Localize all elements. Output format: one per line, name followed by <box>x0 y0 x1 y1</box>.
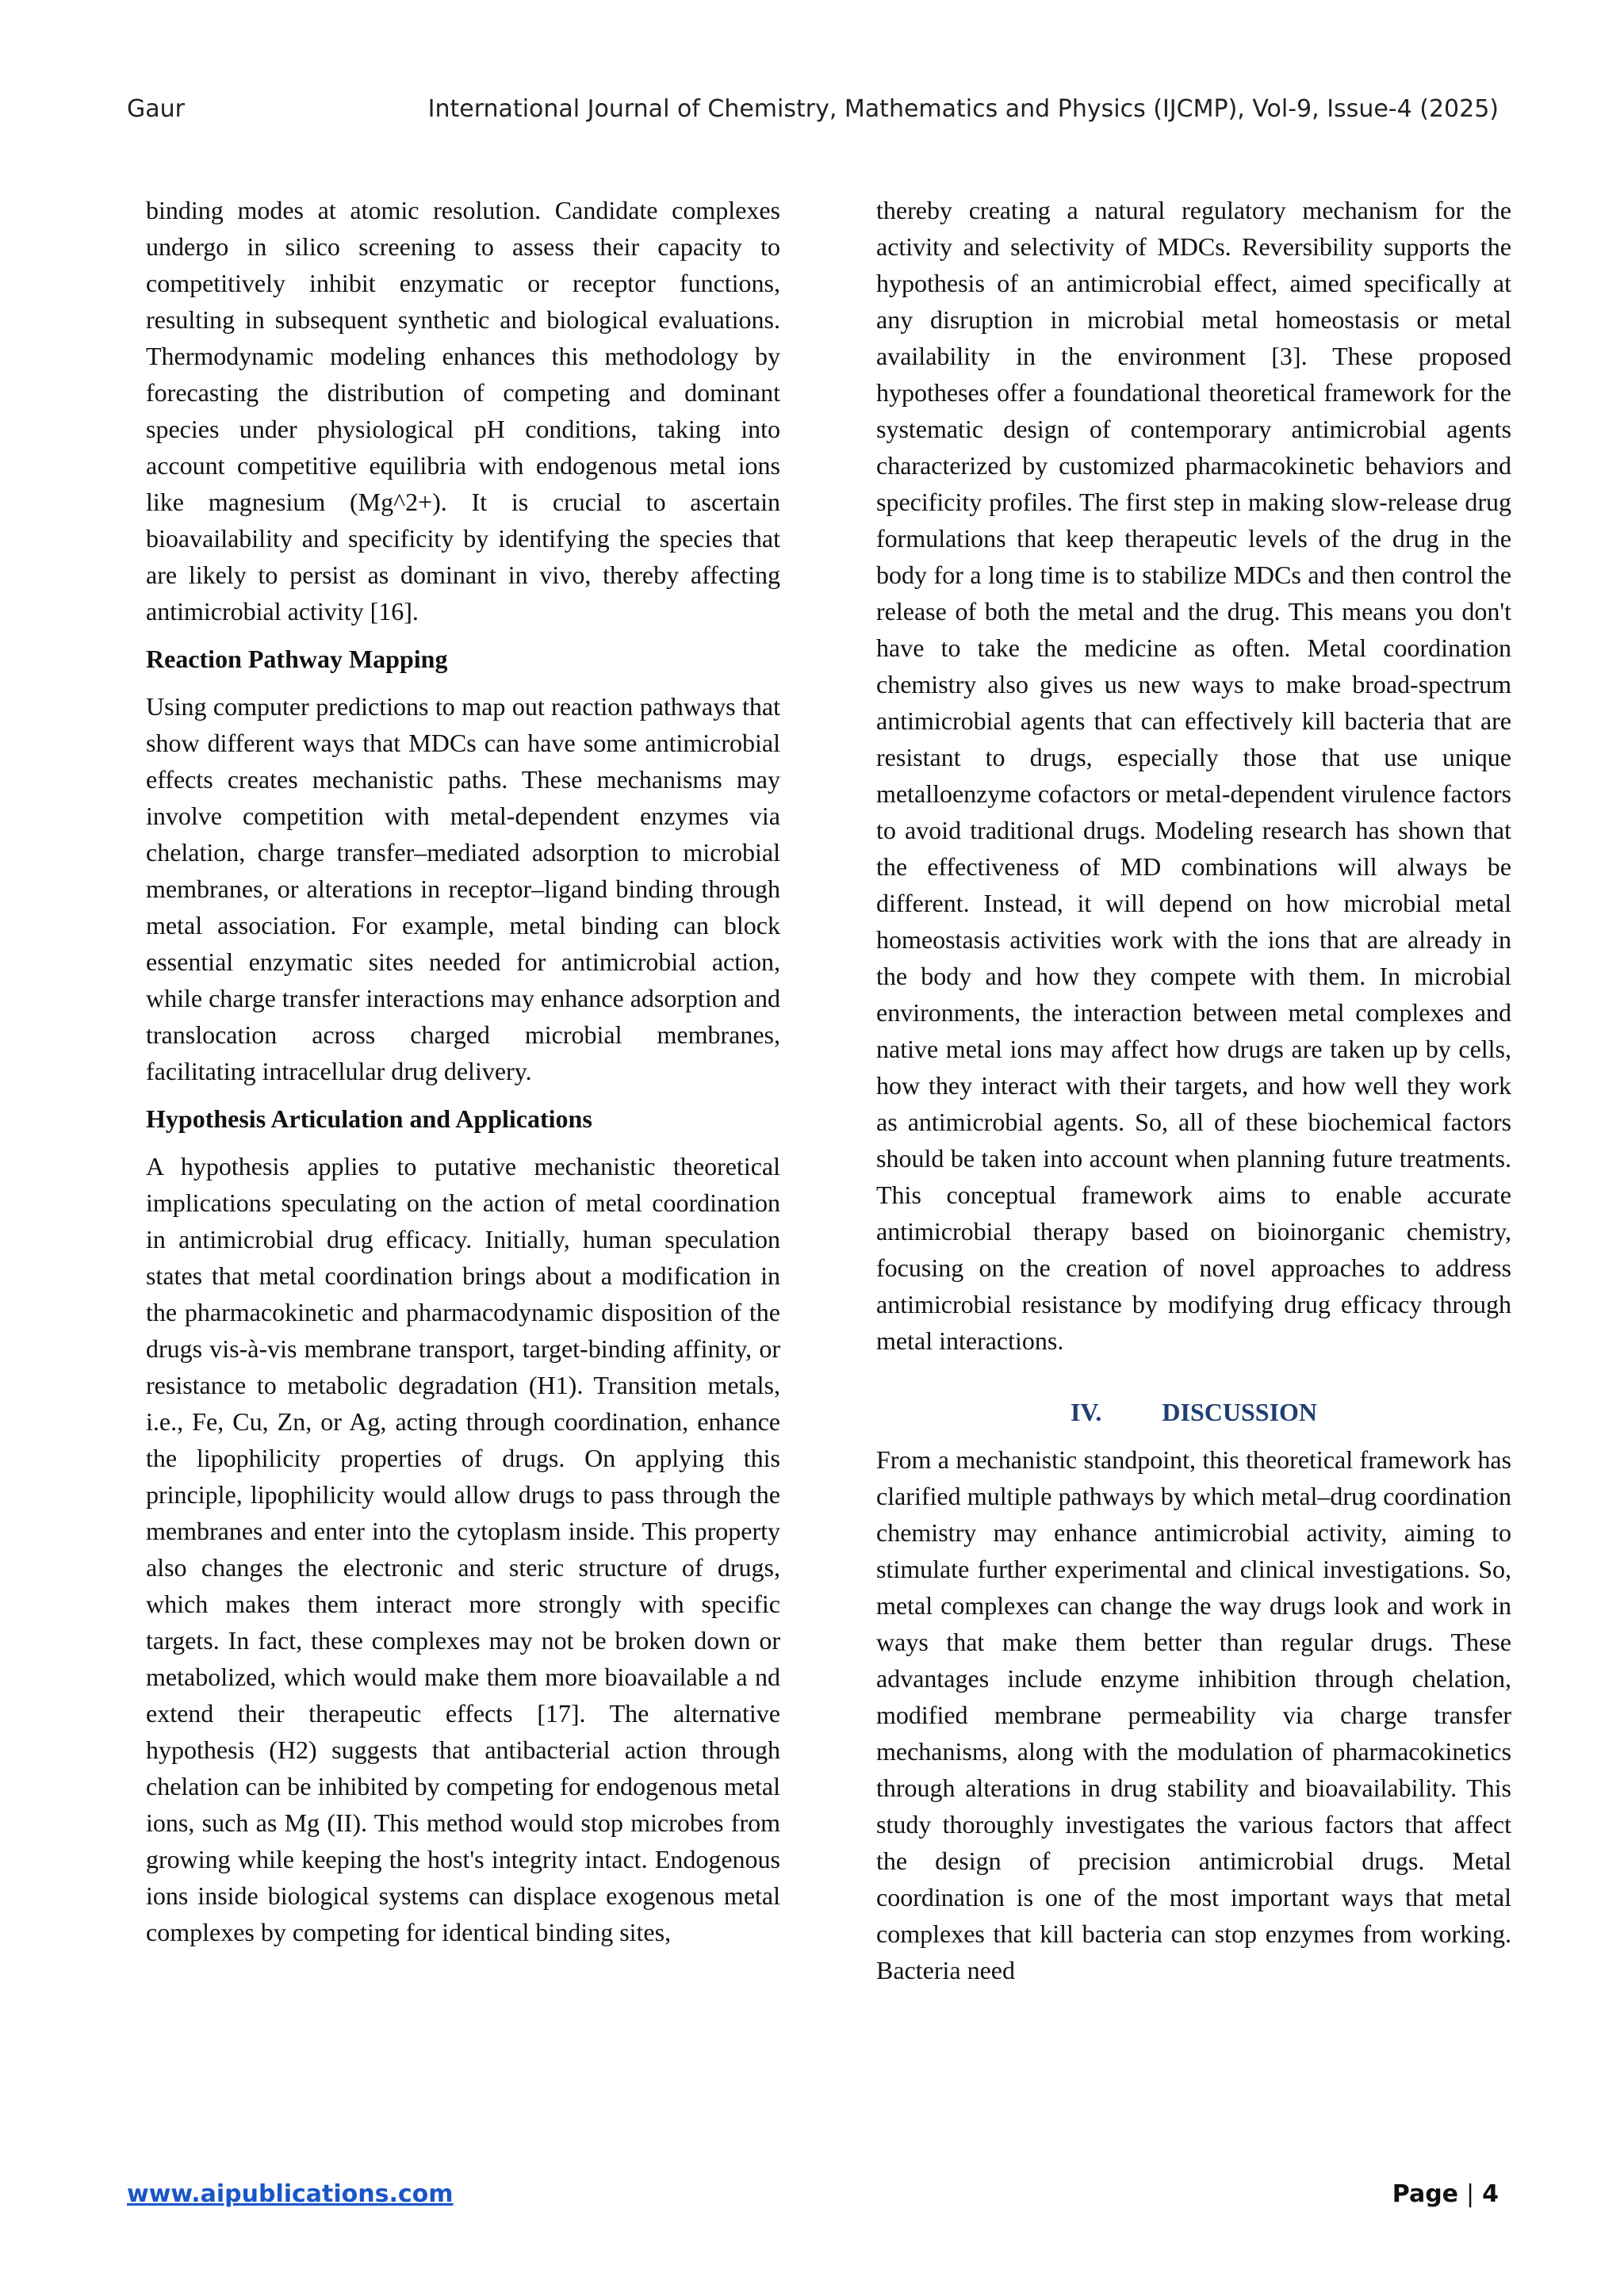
section-heading-discussion <box>876 1394 1511 1430</box>
footer-website-link[interactable]: www.aipublications.com <box>127 2180 454 2208</box>
heading-reaction-pathway-mapping: Reaction Pathway Mapping <box>146 645 448 673</box>
left-paragraph-1: binding modes at atomic resolution. Candidate complexes undergo in silico screening to assess their capacity to competitively inhibit enzymatic or receptor functions, resulting in subsequent synthetic and biological evaluations. Thermodynamic modeling enhances this methodology by forecasting the distribution of competing and dominant species under physiological pH conditions, taking into account competitive equilibria with endogenous metal ions like magnesium (Mg^2+). It is crucial to ascertain bioavailability and specificity by identifying the species that are likely to persist as dominant in vivo, thereby affecting antimicrobial activity [16]. <box>146 196 780 626</box>
left-paragraph-3: A hypothesis applies to putative mechanistic theoretical implications speculating on the action of metal coordination in antimicrobial drug efficacy. Initially, human speculation states that metal coordination brings about a modification in the pharmacokinetic and pharmacodynamic disposition of the drugs vis-à-vis membrane transport, target-binding affinity, or resistance to metabolic degradation (H1). Transition metals, i.e., Fe, Cu, Zn, or Ag, acting through coordination, enhance the lipophilicity properties of drugs. On applying this principle, lipophilicity would allow drugs to pass through the membranes and enter into the cytoplasm inside. This property also changes the electronic and steric structure of drugs, which makes them interact more strongly with specific targets. In fact, these complexes may not be broken down or metabolized, which would make them more bioavailable a nd extend their therapeutic effects [17]. The alternative hypothesis (H2) suggests that antibacterial action through chelation can be inhibited by competing for endogenous metal ions, such as Mg (II). This method would stop microbes from growing while keeping the host's integrity intact. Endogenous ions inside biological systems can displace exogenous metal complexes by competing for identical binding sites, <box>146 1152 780 1946</box>
footer-page-number: 4 <box>1482 2180 1499 2208</box>
footer-separator: | <box>1466 2180 1475 2208</box>
heading-hypothesis-articulation: Hypothesis Articulation and Applications <box>146 1104 592 1133</box>
header-journal-title: International Journal of Chemistry, Mathematics and Physics (IJCMP), Vol-9, Issue-4 (2025) <box>427 95 1499 123</box>
header-author: Gaur <box>127 95 185 123</box>
left-column <box>146 192 780 1961</box>
footer-page-label: Page <box>1392 2180 1459 2208</box>
footer-page-indicator <box>1392 2180 1499 2208</box>
right-column <box>876 192 1511 1999</box>
page-header <box>127 95 1499 135</box>
left-paragraph-2: Using computer predictions to map out reaction pathways that show different ways that MDCs can have some antimicrobial effects creates mechanistic paths. These mechanisms may involve competition with metal-dependent enzymes via chelation, charge transfer–mediated adsorption to microbial membranes, or alterations in receptor–ligand binding through metal association. For example, metal binding can block essential enzymatic sites needed for antimicrobial action, while charge transfer interactions may enhance adsorption and translocation across charged microbial membranes, facilitating intracellular drug delivery. <box>146 692 780 1085</box>
section-number: IV. <box>1070 1398 1102 1426</box>
section-title: DISCUSSION <box>1162 1398 1318 1426</box>
right-paragraph-1: thereby creating a natural regulatory mechanism for the activity and selectivity of MDCs. Reversibility supports the hypothesis of an antimicrobial effect, aimed specifically at any disruption in microbial metal homeostasis or metal availability in the environment [3]. These proposed hypotheses offer a foundational theoretical framework for the systematic design of contemporary antimicrobial agents characterized by customized pharmacokinetic behaviors and specificity profiles. The first step in making slow-release drug formulations that keep therapeutic levels of the drug in the body for a long time is to stabilize MDCs and then control the release of both the metal and the drug. This means you don't have to take the medicine as often. Metal coordination chemistry also gives us new ways to make broad-spectrum antimicrobial agents that can effectively kill bacteria that are resistant to drugs, especially those that use unique metalloenzyme cofactors or metal-dependent virulence factors to avoid traditional drugs. Modeling research has shown that the effectiveness of MD combinations will always be different. Instead, it will depend on how microbial metal homeostasis activities work with the ions that are already in the body and how they compete with them. In microbial environments, the interaction between metal complexes and native metal ions may affect how drugs are taken up by cells, how they interact with their targets, and how well they work as antimicrobial agents. So, all of these biochemical factors should be taken into account when planning future treatments. This conceptual framework aims to enable accurate antimicrobial therapy based on bioinorganic chemistry, focusing on the creation of novel approaches to address antimicrobial resistance by modifying drug efficacy through metal interactions. <box>876 196 1511 1355</box>
right-paragraph-2: From a mechanistic standpoint, this theoretical framework has clarified multiple pathways by which metal–drug coordination chemistry may enhance antimicrobial activity, aiming to stimulate further experimental and clinical investigations. So, metal complexes can change the way drugs look and work in ways that make them better than regular drugs. These advantages include enzyme inhibition through chelation, modified membrane permeability via charge transfer mechanisms, along with the modulation of pharmacokinetics through alterations in drug stability and bioavailability. This study thoroughly investigates the various factors that affect the design of precision antimicrobial drugs. Metal coordination is one of the most important ways that metal complexes that kill bacteria can stop enzymes from working. Bacteria need <box>876 1445 1511 1984</box>
page-footer <box>127 2180 1499 2220</box>
